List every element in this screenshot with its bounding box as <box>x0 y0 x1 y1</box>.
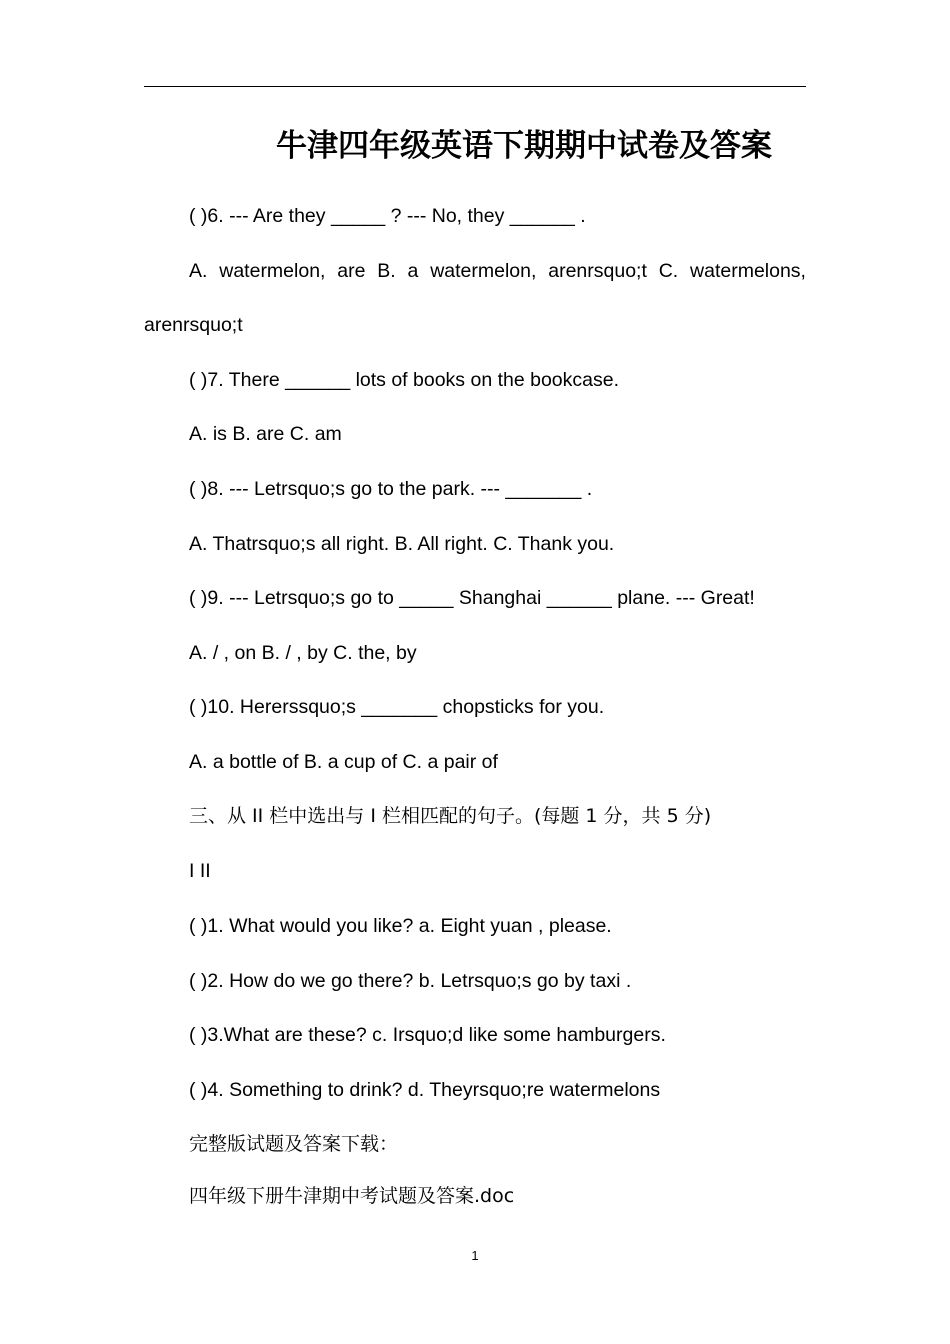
question-6: ( )6. --- Are they _____ ? --- No, they ______ . <box>189 205 586 227</box>
download-file-link[interactable]: 四年级下册牛津期中考试题及答案.doc <box>189 1185 515 1207</box>
question-7-options: A. is B. are C. am <box>189 423 342 445</box>
question-9: ( )9. --- Letrsquo;s go to _____ Shanghai ______ plane. --- Great! <box>189 587 755 609</box>
question-7: ( )7. There ______ lots of books on the bookcase. <box>189 369 619 391</box>
question-10-options: A. a bottle of B. a cup of C. a pair of <box>189 751 498 773</box>
question-8-options: A. Thatrsquo;s all right. B. All right. C. Thank you. <box>189 533 615 555</box>
question-8: ( )8. --- Letrsquo;s go to the park. --- _______ . <box>189 478 593 500</box>
document-title: 牛津四年级英语下期期中试卷及答案 <box>276 128 772 164</box>
section-3-heading: 三、从 II 栏中选出与 I 栏相匹配的句子。(每题 1 分，共 5 分) <box>189 805 712 827</box>
match-item-1: ( )1. What would you like? a. Eight yuan , please. <box>189 915 612 937</box>
option-word: are <box>337 260 366 282</box>
option-word: a <box>407 260 419 282</box>
option-word: watermelon, <box>430 260 537 282</box>
match-item-2: ( )2. How do we go there? b. Letrsquo;s go by taxi . <box>189 970 632 992</box>
question-10: ( )10. Hererssquo;s _______ chopsticks for you. <box>189 696 605 718</box>
question-6-options <box>189 257 806 285</box>
question-9-options: A. / , on B. / , by C. the, by <box>189 642 417 664</box>
header-rule <box>144 86 806 87</box>
download-label: 完整版试题及答案下载： <box>189 1133 399 1155</box>
match-item-3: ( )3.What are these? c. Irsquo;d like some hamburgers. <box>189 1024 666 1046</box>
column-headers: I II <box>189 860 211 882</box>
option-word: watermelons, <box>690 260 806 282</box>
page-number: 1 <box>471 1248 479 1263</box>
option-word: B. <box>377 260 396 282</box>
option-word: C. <box>658 260 679 282</box>
option-word: watermelon, <box>219 260 326 282</box>
option-word: arenrsquo;t <box>548 260 647 282</box>
match-item-4: ( )4. Something to drink? d. Theyrsquo;re watermelons <box>189 1079 661 1101</box>
option-word: A. <box>189 260 208 282</box>
question-6-options-continued: arenrsquo;t <box>144 314 243 336</box>
